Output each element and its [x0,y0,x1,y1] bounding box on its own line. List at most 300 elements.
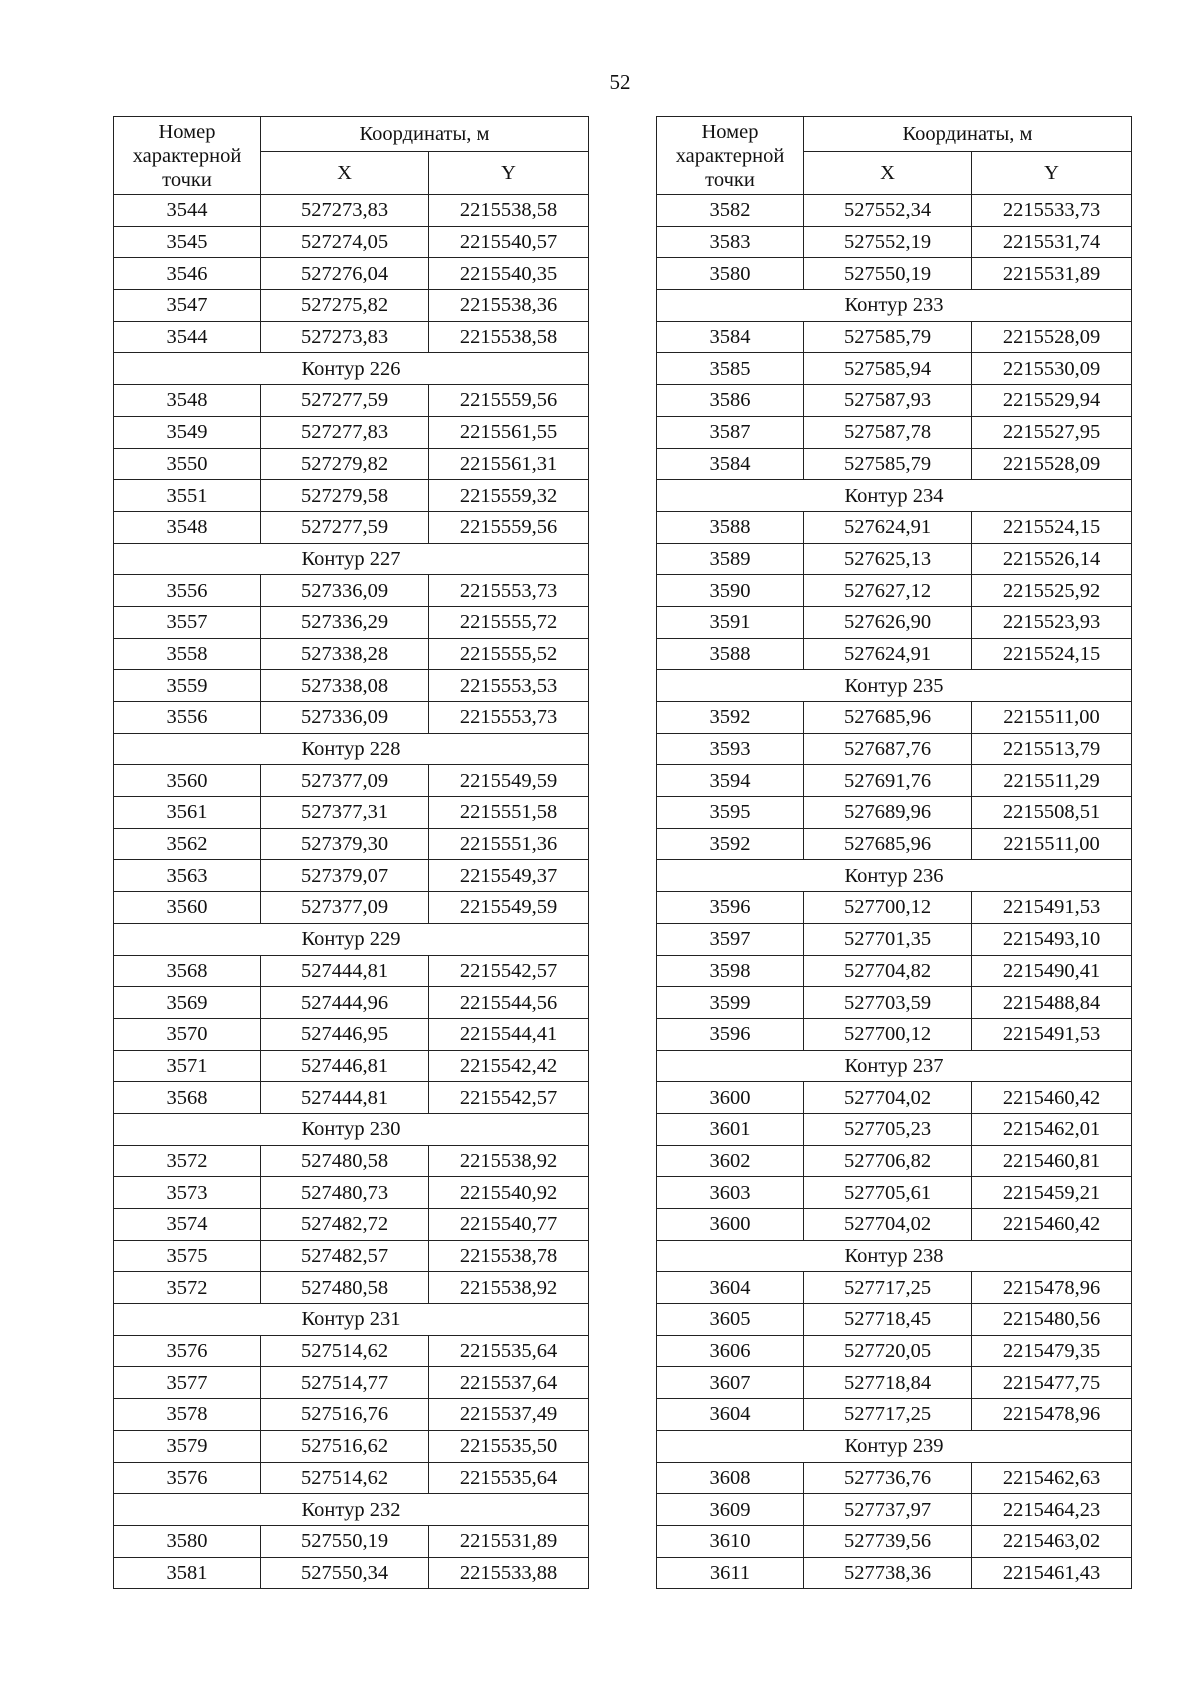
x-coordinate-cell: 527585,79 [804,321,972,353]
y-coordinate-cell: 2215477,75 [972,1367,1132,1399]
table-row [657,892,1132,924]
y-coordinate-cell: 2215535,50 [429,1430,589,1462]
table-row [114,1430,589,1462]
y-coordinate-cell: 2215462,01 [972,1113,1132,1145]
y-coordinate-cell: 2215559,56 [429,385,589,417]
x-coordinate-cell: 527514,77 [261,1367,429,1399]
table-row [657,638,1132,670]
point-number-cell: 3578 [114,1399,261,1431]
y-coordinate-cell: 2215538,92 [429,1272,589,1304]
x-coordinate-cell: 527377,09 [261,765,429,797]
x-coordinate-cell: 527516,62 [261,1430,429,1462]
table-row [114,511,589,543]
table-row [114,321,589,353]
x-coordinate-cell: 527685,96 [804,828,972,860]
x-coordinate-cell: 527277,59 [261,385,429,417]
y-coordinate-cell: 2215526,14 [972,543,1132,575]
table-row [657,1525,1132,1557]
table-row [657,416,1132,448]
contour-label: Контур 236 [657,860,1132,892]
table-row [114,797,589,829]
x-coordinate-cell: 527552,34 [804,195,972,227]
table-row [657,955,1132,987]
table-row [114,892,589,924]
x-coordinate-cell: 527701,35 [804,923,972,955]
table-row [657,1367,1132,1399]
contour-row [114,543,589,575]
point-number-cell: 3607 [657,1367,804,1399]
x-coordinate-cell: 527587,93 [804,385,972,417]
table-row [114,226,589,258]
y-coordinate-cell: 2215478,96 [972,1399,1132,1431]
contour-row [114,1113,589,1145]
table-row [657,511,1132,543]
x-coordinate-cell: 527624,91 [804,511,972,543]
y-coordinate-cell: 2215551,58 [429,797,589,829]
point-number-cell: 3569 [114,987,261,1019]
y-coordinate-cell: 2215511,00 [972,828,1132,860]
y-coordinate-cell: 2215460,42 [972,1082,1132,1114]
x-coordinate-cell: 527552,19 [804,226,972,258]
table-row [114,448,589,480]
x-coordinate-cell: 527739,56 [804,1525,972,1557]
point-number-cell: 3561 [114,797,261,829]
contour-label: Контур 237 [657,1050,1132,1082]
x-coordinate-cell: 527516,76 [261,1399,429,1431]
table-row [657,1209,1132,1241]
point-number-cell: 3562 [114,828,261,860]
contour-label: Контур 227 [114,543,589,575]
y-coordinate-cell: 2215542,42 [429,1050,589,1082]
contour-row [114,1494,589,1526]
table-row [657,733,1132,765]
point-number-cell: 3611 [657,1557,804,1589]
point-number-cell: 3577 [114,1367,261,1399]
coordinates-table-left [113,116,589,1589]
x-coordinate-cell: 527627,12 [804,575,972,607]
table-row [657,1018,1132,1050]
y-coordinate-cell: 2215464,23 [972,1494,1132,1526]
point-number-cell: 3545 [114,226,261,258]
table-row [657,987,1132,1019]
x-coordinate-cell: 527276,04 [261,258,429,290]
table-row [657,575,1132,607]
y-coordinate-cell: 2215538,58 [429,321,589,353]
contour-row [114,1304,589,1336]
point-number-cell: 3600 [657,1209,804,1241]
x-coordinate-cell: 527377,09 [261,892,429,924]
y-coordinate-cell: 2215531,89 [972,258,1132,290]
y-coordinate-cell: 2215462,63 [972,1462,1132,1494]
x-coordinate-cell: 527275,82 [261,290,429,322]
x-coordinate-cell: 527703,59 [804,987,972,1019]
x-coordinate-cell: 527691,76 [804,765,972,797]
y-coordinate-cell: 2215491,53 [972,1018,1132,1050]
y-coordinate-cell: 2215540,57 [429,226,589,258]
point-number-cell: 3571 [114,1050,261,1082]
y-coordinate-cell: 2215529,94 [972,385,1132,417]
y-coordinate-cell: 2215524,15 [972,511,1132,543]
point-number-cell: 3579 [114,1430,261,1462]
y-header: Y [429,152,589,195]
table-row [114,1050,589,1082]
contour-row [657,670,1132,702]
x-coordinate-cell: 527585,94 [804,353,972,385]
point-number-cell: 3547 [114,290,261,322]
y-coordinate-cell: 2215479,35 [972,1335,1132,1367]
y-coordinate-cell: 2215491,53 [972,892,1132,924]
table-row [657,195,1132,227]
table-row [114,955,589,987]
contour-label: Контур 226 [114,353,589,385]
y-coordinate-cell: 2215549,59 [429,892,589,924]
y-coordinate-cell: 2215531,74 [972,226,1132,258]
point-number-cell: 3546 [114,258,261,290]
table-row [114,385,589,417]
point-number-cell: 3598 [657,955,804,987]
y-coordinate-cell: 2215537,49 [429,1399,589,1431]
y-coordinate-cell: 2215533,88 [429,1557,589,1589]
y-coordinate-cell: 2215525,92 [972,575,1132,607]
x-coordinate-cell: 527273,83 [261,195,429,227]
x-coordinate-cell: 527336,29 [261,606,429,638]
contour-row [657,290,1132,322]
point-number-cell: 3560 [114,765,261,797]
x-coordinate-cell: 527446,95 [261,1018,429,1050]
contour-row [657,1050,1132,1082]
table-row [657,1304,1132,1336]
table-row [114,1209,589,1241]
point-number-cell: 3588 [657,638,804,670]
point-number-cell: 3601 [657,1113,804,1145]
point-number-cell: 3600 [657,1082,804,1114]
y-coordinate-cell: 2215463,02 [972,1525,1132,1557]
table-row [114,1272,589,1304]
contour-row [657,1240,1132,1272]
point-number-cell: 3597 [657,923,804,955]
y-coordinate-cell: 2215513,79 [972,733,1132,765]
x-coordinate-cell: 527336,09 [261,702,429,734]
point-number-cell: 3563 [114,860,261,892]
x-coordinate-cell: 527482,57 [261,1240,429,1272]
y-coordinate-cell: 2215544,56 [429,987,589,1019]
point-number-cell: 3609 [657,1494,804,1526]
x-coordinate-cell: 527717,25 [804,1272,972,1304]
y-coordinate-cell: 2215549,59 [429,765,589,797]
x-coordinate-cell: 527624,91 [804,638,972,670]
y-coordinate-cell: 2215549,37 [429,860,589,892]
table-row [114,1177,589,1209]
point-number-cell: 3572 [114,1272,261,1304]
y-coordinate-cell: 2215559,56 [429,511,589,543]
x-coordinate-cell: 527717,25 [804,1399,972,1431]
table-row [114,987,589,1019]
table-row [657,258,1132,290]
contour-row [114,923,589,955]
point-number-cell: 3595 [657,797,804,829]
x-coordinate-cell: 527704,02 [804,1082,972,1114]
point-number-cell: 3581 [114,1557,261,1589]
coordinates-header: Координаты, м [261,117,589,152]
y-coordinate-cell: 2215528,09 [972,448,1132,480]
y-coordinate-cell: 2215538,78 [429,1240,589,1272]
y-coordinate-cell: 2215531,89 [429,1525,589,1557]
table-row [114,290,589,322]
table-body-right [657,195,1132,1589]
x-coordinate-cell: 527279,58 [261,480,429,512]
y-coordinate-cell: 2215538,58 [429,195,589,227]
table-row [657,702,1132,734]
table-row [657,385,1132,417]
y-coordinate-cell: 2215530,09 [972,353,1132,385]
table-row [657,1335,1132,1367]
y-coordinate-cell: 2215542,57 [429,955,589,987]
x-coordinate-cell: 527377,31 [261,797,429,829]
y-coordinate-cell: 2215459,21 [972,1177,1132,1209]
y-coordinate-cell: 2215551,36 [429,828,589,860]
point-number-cell: 3576 [114,1335,261,1367]
table-row [114,195,589,227]
table-row [657,923,1132,955]
y-coordinate-cell: 2215460,81 [972,1145,1132,1177]
point-number-cell: 3574 [114,1209,261,1241]
page-number: 52 [609,70,631,94]
table-row [657,353,1132,385]
contour-label: Контур 232 [114,1494,589,1526]
point-number-cell: 3605 [657,1304,804,1336]
x-coordinate-cell: 527444,96 [261,987,429,1019]
table-row [114,670,589,702]
y-coordinate-cell: 2215460,42 [972,1209,1132,1241]
x-coordinate-cell: 527446,81 [261,1050,429,1082]
x-coordinate-cell: 527480,58 [261,1145,429,1177]
table-row [114,1367,589,1399]
x-coordinate-cell: 527626,90 [804,606,972,638]
x-coordinate-cell: 527379,07 [261,860,429,892]
x-coordinate-cell: 527444,81 [261,1082,429,1114]
x-header: X [804,152,972,195]
x-coordinate-cell: 527277,83 [261,416,429,448]
contour-label: Контур 238 [657,1240,1132,1272]
table-row [114,1145,589,1177]
table-row [657,321,1132,353]
x-coordinate-cell: 527736,76 [804,1462,972,1494]
x-coordinate-cell: 527738,36 [804,1557,972,1589]
contour-label: Контур 228 [114,733,589,765]
point-number-cell: 3548 [114,511,261,543]
table-body-left [114,195,589,1589]
x-coordinate-cell: 527279,82 [261,448,429,480]
x-coordinate-cell: 527689,96 [804,797,972,829]
x-coordinate-cell: 527514,62 [261,1335,429,1367]
y-coordinate-cell: 2215523,93 [972,606,1132,638]
table-row [114,828,589,860]
point-number-cell: 3608 [657,1462,804,1494]
table-row [114,1018,589,1050]
point-number-cell: 3558 [114,638,261,670]
point-number-cell: 3592 [657,702,804,734]
y-coordinate-cell: 2215538,92 [429,1145,589,1177]
x-coordinate-cell: 527338,28 [261,638,429,670]
point-number-cell: 3584 [657,448,804,480]
contour-label: Контур 230 [114,1113,589,1145]
point-number-cell: 3568 [114,1082,261,1114]
y-coordinate-cell: 2215553,73 [429,702,589,734]
point-number-cell: 3588 [657,511,804,543]
table-row [114,1335,589,1367]
point-number-cell: 3575 [114,1240,261,1272]
point-number-cell: 3602 [657,1145,804,1177]
table-row [657,606,1132,638]
coordinates-table-right [656,116,1132,1589]
table-row [114,702,589,734]
y-coordinate-cell: 2215561,31 [429,448,589,480]
table-row [114,575,589,607]
point-number-cell: 3589 [657,543,804,575]
x-coordinate-cell: 527706,82 [804,1145,972,1177]
contour-label: Контур 235 [657,670,1132,702]
y-coordinate-cell: 2215528,09 [972,321,1132,353]
x-coordinate-cell: 527379,30 [261,828,429,860]
y-coordinate-cell: 2215540,77 [429,1209,589,1241]
table-row [114,1557,589,1589]
contour-row [114,353,589,385]
point-number-cell: 3548 [114,385,261,417]
x-coordinate-cell: 527338,08 [261,670,429,702]
y-coordinate-cell: 2215535,64 [429,1462,589,1494]
point-number-cell: 3559 [114,670,261,702]
table-row [657,1272,1132,1304]
y-coordinate-cell: 2215533,73 [972,195,1132,227]
y-coordinate-cell: 2215461,43 [972,1557,1132,1589]
y-coordinate-cell: 2215544,41 [429,1018,589,1050]
y-coordinate-cell: 2215508,51 [972,797,1132,829]
x-coordinate-cell: 527482,72 [261,1209,429,1241]
contour-label: Контур 234 [657,480,1132,512]
y-coordinate-cell: 2215524,15 [972,638,1132,670]
point-number-cell: 3580 [657,258,804,290]
point-number-cell: 3594 [657,765,804,797]
point-number-cell: 3599 [657,987,804,1019]
point-number-cell: 3572 [114,1145,261,1177]
point-number-cell: 3556 [114,702,261,734]
x-coordinate-cell: 527718,45 [804,1304,972,1336]
point-number-cell: 3544 [114,321,261,353]
y-header: Y [972,152,1132,195]
point-number-header: Номер характерной точки [657,117,804,195]
point-number-cell: 3603 [657,1177,804,1209]
table-row [657,1462,1132,1494]
table-row [114,1082,589,1114]
x-coordinate-cell: 527700,12 [804,1018,972,1050]
x-coordinate-cell: 527687,76 [804,733,972,765]
table-row [114,416,589,448]
x-coordinate-cell: 527705,61 [804,1177,972,1209]
contour-label: Контур 229 [114,923,589,955]
point-number-cell: 3573 [114,1177,261,1209]
point-number-cell: 3593 [657,733,804,765]
point-number-cell: 3585 [657,353,804,385]
table-row [657,797,1132,829]
y-coordinate-cell: 2215511,00 [972,702,1132,734]
point-number-cell: 3544 [114,195,261,227]
x-coordinate-cell: 527718,84 [804,1367,972,1399]
x-coordinate-cell: 527720,05 [804,1335,972,1367]
point-number-cell: 3560 [114,892,261,924]
x-header: X [261,152,429,195]
table-row [114,258,589,290]
x-coordinate-cell: 527277,59 [261,511,429,543]
y-coordinate-cell: 2215555,72 [429,606,589,638]
table-row [657,543,1132,575]
table-row [114,1462,589,1494]
y-coordinate-cell: 2215561,55 [429,416,589,448]
point-number-cell: 3550 [114,448,261,480]
y-coordinate-cell: 2215559,32 [429,480,589,512]
y-coordinate-cell: 2215478,96 [972,1272,1132,1304]
point-number-header: Номер характерной точки [114,117,261,195]
x-coordinate-cell: 527700,12 [804,892,972,924]
point-number-cell: 3610 [657,1525,804,1557]
x-coordinate-cell: 527480,58 [261,1272,429,1304]
point-number-cell: 3591 [657,606,804,638]
point-number-cell: 3586 [657,385,804,417]
table-row [114,1240,589,1272]
contour-row [114,733,589,765]
y-coordinate-cell: 2215493,10 [972,923,1132,955]
point-number-cell: 3570 [114,1018,261,1050]
coordinates-header: Координаты, м [804,117,1132,152]
contour-row [657,480,1132,512]
table-row [657,765,1132,797]
point-number-cell: 3583 [657,226,804,258]
table-row [657,1177,1132,1209]
point-number-cell: 3580 [114,1525,261,1557]
point-number-cell: 3557 [114,606,261,638]
table-row [114,606,589,638]
x-coordinate-cell: 527480,73 [261,1177,429,1209]
x-coordinate-cell: 527444,81 [261,955,429,987]
y-coordinate-cell: 2215553,73 [429,575,589,607]
point-number-cell: 3604 [657,1399,804,1431]
y-coordinate-cell: 2215542,57 [429,1082,589,1114]
y-coordinate-cell: 2215535,64 [429,1335,589,1367]
contour-label: Контур 233 [657,290,1132,322]
table-row [657,1494,1132,1526]
point-number-cell: 3584 [657,321,804,353]
point-number-cell: 3568 [114,955,261,987]
table-row [657,226,1132,258]
x-coordinate-cell: 527685,96 [804,702,972,734]
point-number-cell: 3606 [657,1335,804,1367]
x-coordinate-cell: 527704,02 [804,1209,972,1241]
x-coordinate-cell: 527336,09 [261,575,429,607]
x-coordinate-cell: 527514,62 [261,1462,429,1494]
point-number-cell: 3604 [657,1272,804,1304]
y-coordinate-cell: 2215480,56 [972,1304,1132,1336]
point-number-cell: 3551 [114,480,261,512]
point-number-cell: 3576 [114,1462,261,1494]
contour-label: Контур 231 [114,1304,589,1336]
x-coordinate-cell: 527550,19 [804,258,972,290]
x-coordinate-cell: 527704,82 [804,955,972,987]
x-coordinate-cell: 527273,83 [261,321,429,353]
table-row [657,1557,1132,1589]
contour-row [657,860,1132,892]
x-coordinate-cell: 527550,19 [261,1525,429,1557]
point-number-cell: 3582 [657,195,804,227]
contour-label: Контур 239 [657,1430,1132,1462]
